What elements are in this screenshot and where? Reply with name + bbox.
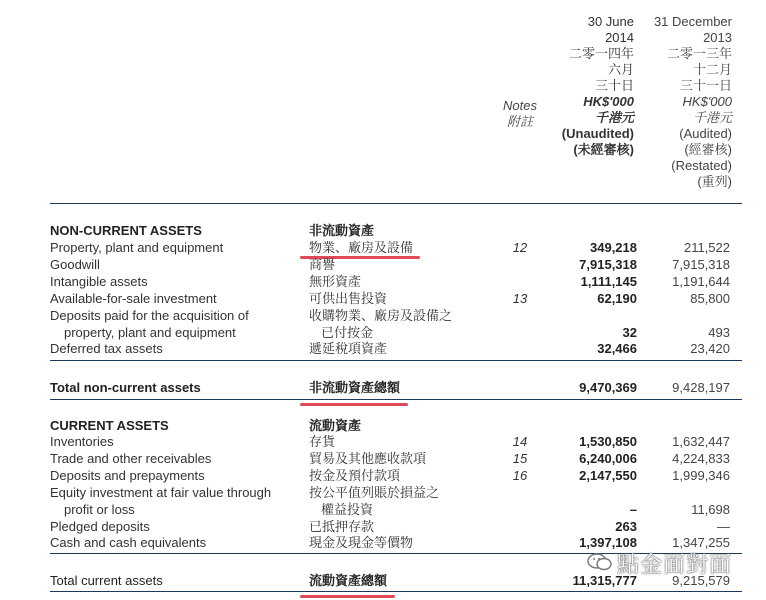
row-label-en: Intangible assets xyxy=(50,274,148,289)
header-col-2014 xyxy=(514,14,634,158)
row-label-en: property, plant and equipment xyxy=(64,325,236,340)
header-line: (Audited) xyxy=(679,126,732,141)
row-label-en: Deferred tax assets xyxy=(50,341,163,356)
row-value-2014: 349,218 xyxy=(590,240,637,255)
row-label-zh: 無形資產 xyxy=(309,274,362,289)
row-label-zh: 物業、廠房及設備 xyxy=(309,240,414,255)
table-row xyxy=(50,468,740,484)
row-label-en: NON-CURRENT ASSETS xyxy=(50,223,202,238)
row-note: 14 xyxy=(512,434,528,449)
row-label-zh: 流動資產總額 xyxy=(309,573,388,588)
table-row xyxy=(50,240,740,256)
header-line: (未經審核) xyxy=(573,142,634,157)
row-value-2014: – xyxy=(629,502,637,517)
row-value-2014: 32 xyxy=(622,325,637,340)
header-line: 31 December xyxy=(653,14,732,29)
table-row xyxy=(50,308,740,324)
row-value-2013: 9,215,579 xyxy=(672,573,730,588)
header-line: 二零一三年 xyxy=(666,46,732,61)
header-line: HK$'000 xyxy=(682,94,732,109)
table-row xyxy=(50,257,740,273)
table-row xyxy=(50,274,740,290)
row-label-en: Inventories xyxy=(50,434,114,449)
row-value-2014: 9,470,369 xyxy=(579,380,637,395)
table-row xyxy=(50,325,740,341)
table-row-total xyxy=(50,380,740,396)
row-label-zh: 按金及預付款項 xyxy=(309,468,401,483)
row-label-en: Total current assets xyxy=(50,573,163,588)
row-note: 16 xyxy=(512,468,528,483)
row-value-2014: 1,111,145 xyxy=(580,274,637,289)
header-line: 三十一日 xyxy=(679,78,732,93)
row-value-2013: 4,224,833 xyxy=(672,451,730,466)
row-value-2013: 23,420 xyxy=(690,341,730,356)
table-row xyxy=(50,502,740,518)
row-value-2013: 1,999,346 xyxy=(672,468,730,483)
row-value-2013: 11,698 xyxy=(691,502,730,517)
row-value-2014: 1,397,108 xyxy=(579,535,637,550)
row-label-en: profit or loss xyxy=(64,502,135,517)
row-label-en: Pledged deposits xyxy=(50,519,150,534)
header-line: (重列) xyxy=(697,174,732,189)
row-value-2014: 32,466 xyxy=(597,341,637,356)
header-divider xyxy=(50,203,742,204)
row-label-en: Trade and other receivables xyxy=(50,451,212,466)
wechat-icon xyxy=(587,552,613,572)
row-label-zh: 商譽 xyxy=(309,257,336,272)
header-line: 三十日 xyxy=(594,78,634,93)
row-label-zh: 貿易及其他應收款項 xyxy=(309,451,427,466)
header-line: HK$'000 xyxy=(583,94,634,109)
table-row xyxy=(50,418,740,434)
table-row xyxy=(50,485,740,501)
row-note: 13 xyxy=(512,291,528,306)
row-value-2014: 62,190 xyxy=(597,291,637,306)
row-value-2014: 11,315,777 xyxy=(572,573,637,588)
row-value-2013: 1,347,255 xyxy=(672,535,730,550)
table-row xyxy=(50,291,740,307)
row-value-2013: 85,800 xyxy=(690,291,730,306)
header-line: 千港元 xyxy=(594,110,634,125)
highlight-underline xyxy=(300,403,408,406)
row-label-zh: 非流動資產總額 xyxy=(309,380,401,395)
row-value-2014: 263 xyxy=(615,519,637,534)
table-row xyxy=(50,519,740,535)
subtotal-divider xyxy=(50,360,742,361)
row-label-zh: 已抵押存款 xyxy=(309,519,375,534)
row-label-en: Available-for-sale investment xyxy=(50,291,217,306)
row-label-en: Total non-current assets xyxy=(50,380,201,395)
row-label-en: Equity investment at fair value through xyxy=(50,485,272,500)
row-value-2013: — xyxy=(717,519,730,534)
notes-header xyxy=(490,98,550,130)
row-value-2013: 1,191,644 xyxy=(672,274,730,289)
row-label-zh: 非流動資產 xyxy=(309,223,375,238)
header-line: 十二月 xyxy=(692,62,732,77)
header-line: (Unaudited) xyxy=(561,126,634,141)
row-label-en: Deposits and prepayments xyxy=(50,468,205,483)
header-line: (經審核) xyxy=(684,142,732,157)
header-line: 千港元 xyxy=(692,110,732,125)
row-label-en: Deposits paid for the acquisition of xyxy=(50,308,249,323)
row-label-zh: 現金及現金等價物 xyxy=(309,535,414,550)
table-row xyxy=(50,223,740,239)
notes-label-zh: 附註 xyxy=(506,114,533,129)
header-line: 30 June xyxy=(587,14,634,29)
row-label-zh: 流動資產 xyxy=(309,418,362,433)
row-label-zh: 遞延稅項資產 xyxy=(309,341,388,356)
table-row xyxy=(50,451,740,467)
row-value-2014: 6,240,006 xyxy=(579,451,637,466)
row-value-2013: 7,915,318 xyxy=(672,257,730,272)
row-label-en: Cash and cash equivalents xyxy=(50,535,207,550)
header-line: 二零一四年 xyxy=(568,46,634,61)
header-line: (Restated) xyxy=(671,158,732,173)
row-value-2013: 493 xyxy=(708,325,730,340)
row-label-en: Property, plant and equipment xyxy=(50,240,224,255)
row-note: 15 xyxy=(512,451,528,466)
row-label-en: Goodwill xyxy=(50,257,100,272)
total-divider xyxy=(50,591,742,592)
row-value-2013: 9,428,197 xyxy=(672,380,730,395)
row-label-zh: 權益投資 xyxy=(321,502,374,517)
row-value-2014: 1,530,850 xyxy=(579,434,637,449)
total-divider xyxy=(50,399,742,400)
table-row xyxy=(50,341,740,357)
header-line: 2014 xyxy=(605,30,634,45)
row-label-zh: 可供出售投資 xyxy=(309,291,388,306)
row-label-zh: 收購物業、廠房及設備之 xyxy=(309,308,453,323)
row-value-2013: 1,632,447 xyxy=(672,434,730,449)
row-value-2014: 2,147,550 xyxy=(579,468,637,483)
row-label-en: CURRENT ASSETS xyxy=(50,418,169,433)
header-line: 六月 xyxy=(607,62,634,77)
row-label-zh: 存貨 xyxy=(309,434,336,449)
row-label-zh: 按公平值列賬於損益之 xyxy=(309,485,440,500)
row-note: 12 xyxy=(512,240,528,255)
highlight-underline xyxy=(300,595,395,598)
header-line: 2013 xyxy=(703,30,732,45)
notes-label-en: Notes xyxy=(503,98,537,113)
row-label-zh: 已付按金 xyxy=(321,325,374,340)
row-value-2014: 7,915,318 xyxy=(579,257,637,272)
watermark-text: 點金面對面 xyxy=(617,552,733,577)
table-row xyxy=(50,434,740,450)
row-value-2013: 211,522 xyxy=(683,240,730,255)
header-col-2013 xyxy=(622,14,732,190)
